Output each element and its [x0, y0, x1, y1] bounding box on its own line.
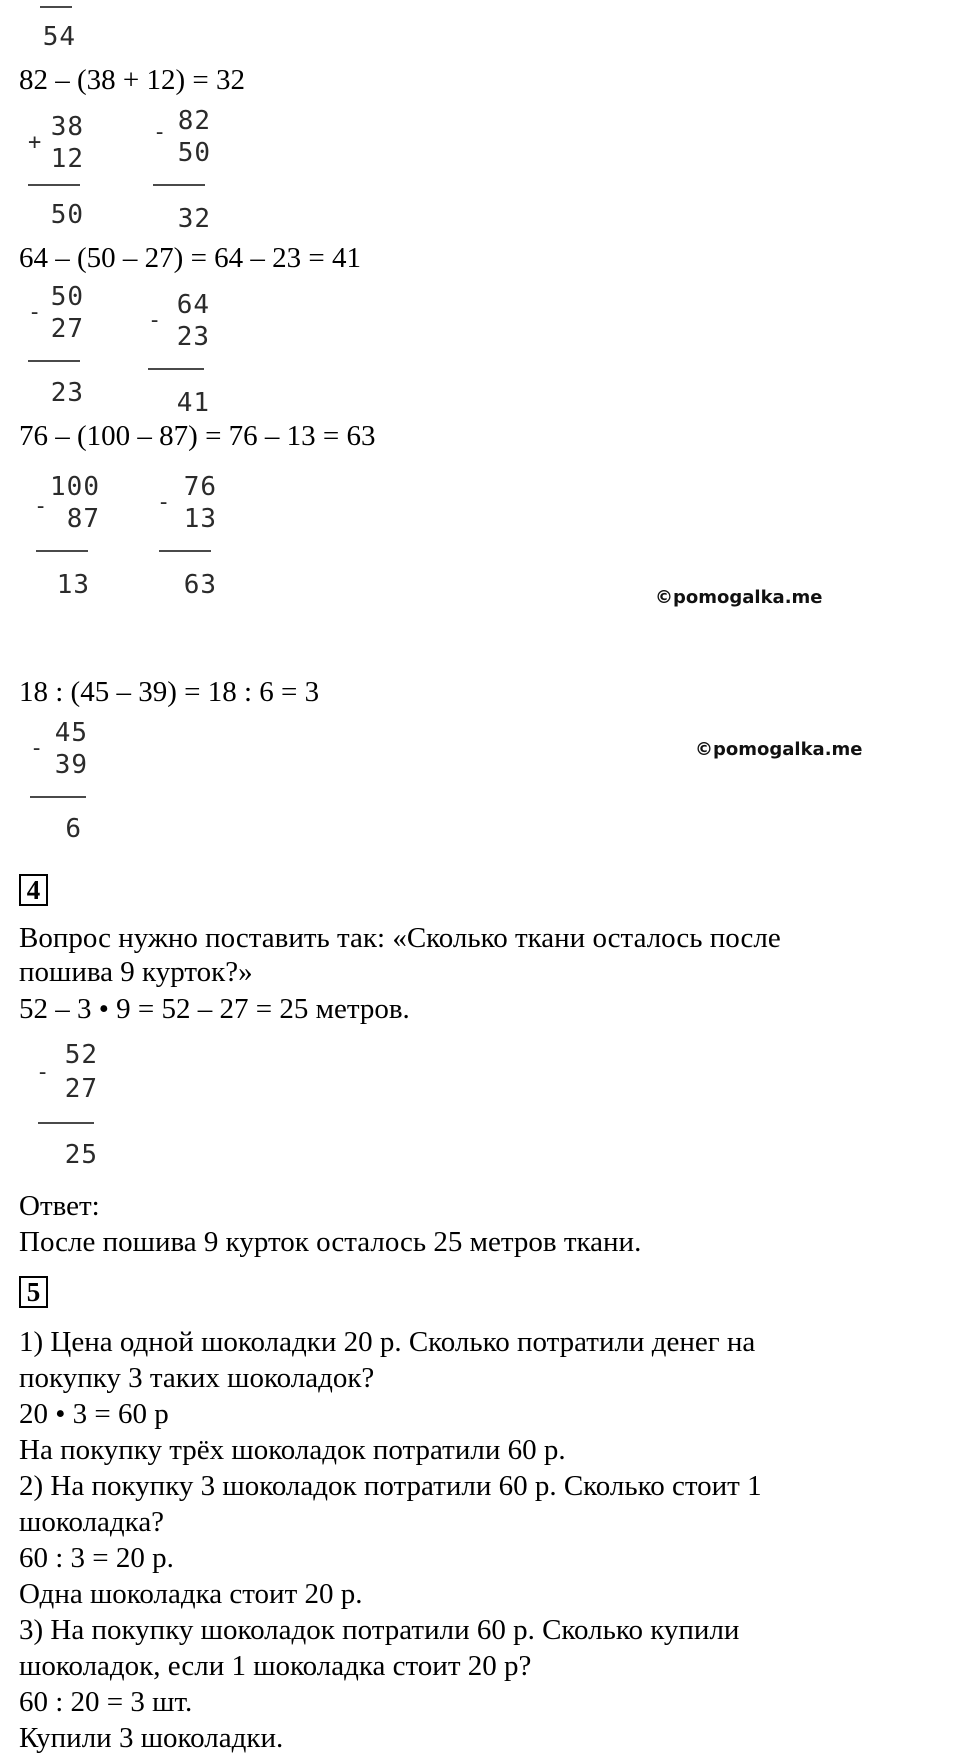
calc-result: 13	[56, 570, 90, 600]
calc-operand-b: 27	[50, 314, 84, 344]
watermark-2: ©pomogalka.me	[695, 739, 863, 760]
calc-operator: -	[30, 736, 44, 761]
calc-result: 41	[176, 388, 210, 418]
task5-line: Одна шоколадка стоит 20 р.	[19, 1578, 363, 1610]
task5-line: 60 : 3 = 20 р.	[19, 1542, 174, 1574]
calc-result: 23	[50, 378, 84, 408]
equation-2: 64 – (50 – 27) = 64 – 23 = 41	[19, 242, 362, 274]
calc-operand-a: 52	[64, 1040, 98, 1070]
calc-operator: -	[148, 308, 162, 333]
calc-operand-b: 23	[176, 322, 210, 352]
top-calc-result: 54	[42, 22, 76, 52]
calc-bar	[30, 796, 86, 798]
calc-operand-b: 50	[177, 138, 211, 168]
watermark-1: ©pomogalka.me	[655, 587, 823, 608]
calc-operator: -	[157, 490, 171, 515]
calc-operand-a: 100	[50, 472, 100, 502]
calc-operand-b: 87	[66, 504, 100, 534]
calc-bar	[28, 184, 80, 186]
column-calc-2a	[28, 282, 84, 408]
task-number-5: 5	[19, 1276, 48, 1308]
calc-result: 25	[64, 1140, 98, 1170]
equation-3: 76 – (100 – 87) = 76 – 13 = 63	[19, 420, 376, 452]
column-calc-2b	[148, 290, 210, 418]
calc-operand-a: 82	[177, 106, 211, 136]
equation-1: 82 – (38 + 12) = 32	[19, 64, 246, 96]
column-calc-1a	[28, 112, 84, 232]
task4-answer: После пошива 9 курток осталось 25 метров ткани.	[19, 1226, 642, 1258]
calc-operator: -	[28, 300, 42, 325]
column-calc-1b	[153, 106, 211, 232]
calc-bar	[36, 550, 88, 552]
task5-line: шоколадка?	[19, 1506, 165, 1538]
calc-operand-b: 12	[50, 144, 84, 174]
task4-equation: 52 – 3 • 9 = 52 – 27 = 25 метров.	[19, 993, 410, 1025]
calc-bar	[38, 1122, 94, 1124]
task-number-4: 4	[19, 874, 48, 906]
calc-bar	[28, 360, 80, 362]
calc-operand-a: 38	[50, 112, 84, 142]
calc-result: 50	[50, 200, 84, 230]
task5-line: шоколадок, если 1 шоколадка стоит 20 р?	[19, 1650, 532, 1682]
calc-operator: -	[153, 120, 167, 145]
calc-result: 32	[177, 204, 211, 234]
task5-line: Купили 3 шоколадки.	[19, 1722, 284, 1754]
calc-operand-b: 27	[64, 1074, 98, 1104]
calc-operand-b: 13	[183, 504, 217, 534]
task5-line: 60 : 20 = 3 шт.	[19, 1686, 193, 1718]
calc-operand-a: 76	[183, 472, 217, 502]
task5-line: 3) На покупку шоколадок потратили 60 р. Сколько купили	[19, 1614, 740, 1646]
task5-line: 20 • 3 = 60 р	[19, 1398, 169, 1430]
task4-line1: Вопрос нужно поставить так: «Сколько ткани осталось после	[19, 922, 781, 954]
task4-answer-label: Ответ:	[19, 1190, 100, 1222]
calc-bar	[148, 368, 204, 370]
calc-operator: +	[28, 130, 42, 155]
calc-operator: -	[34, 494, 48, 519]
equation-4: 18 : (45 – 39) = 18 : 6 = 3	[19, 676, 320, 708]
top-calc-bar	[40, 6, 72, 8]
calc-result: 63	[183, 570, 217, 600]
calc-bar	[159, 550, 211, 552]
calc-operator: -	[36, 1060, 50, 1085]
calc-operand-b: 39	[54, 750, 88, 780]
task5-line: покупку 3 таких шоколадок?	[19, 1362, 375, 1394]
column-calc-task4	[36, 1040, 98, 1172]
task4-line2: пошива 9 курток?»	[19, 956, 253, 988]
task5-line: 2) На покупку 3 шоколадок потратили 60 р. Сколько стоит 1	[19, 1470, 762, 1502]
calc-operand-a: 64	[176, 290, 210, 320]
task5-line: На покупку трёх шоколадок потратили 60 р.	[19, 1434, 566, 1466]
calc-operand-a: 50	[50, 282, 84, 312]
column-calc-3b	[157, 472, 217, 602]
calc-operand-a: 45	[54, 718, 88, 748]
calc-bar	[153, 184, 205, 186]
column-calc-4	[30, 718, 88, 846]
column-calc-3a	[34, 472, 100, 602]
task5-line: 1) Цена одной шоколадки 20 р. Сколько потратили денег на	[19, 1326, 756, 1358]
top-calc	[36, 22, 76, 56]
calc-result: 6	[65, 814, 82, 844]
